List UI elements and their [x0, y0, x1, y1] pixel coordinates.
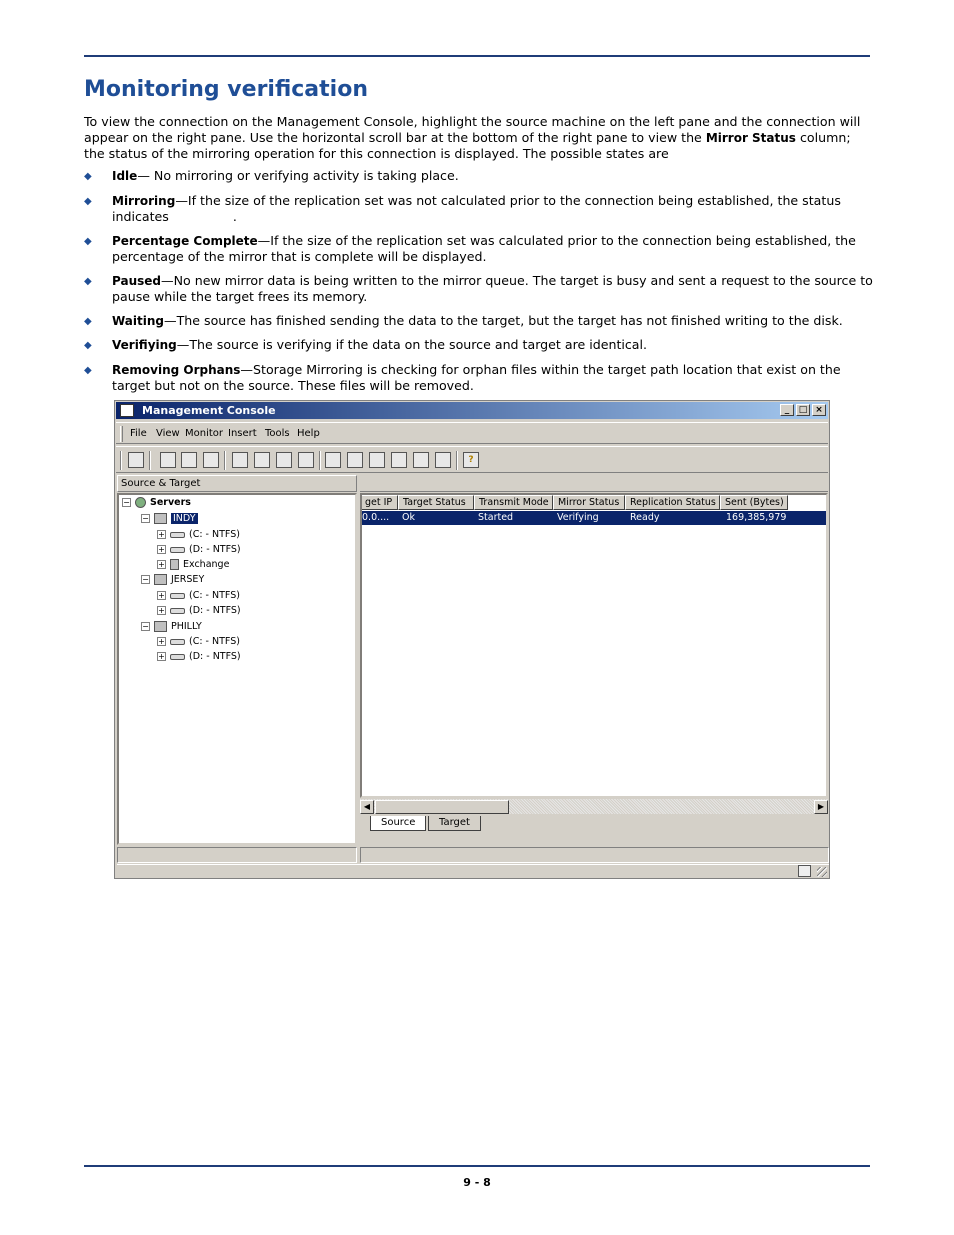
list-item — [84, 337, 874, 354]
state-term: Percentage Complete — [112, 233, 258, 248]
verify-icon[interactable] — [391, 452, 407, 468]
tree-item[interactable] — [157, 636, 240, 647]
close-button[interactable]: × — [812, 404, 826, 416]
insert-connection-icon[interactable] — [276, 452, 292, 468]
expand-icon[interactable]: + — [158, 606, 165, 615]
menu-bar — [116, 422, 828, 444]
tree-item-label: (C: - NTFS) — [189, 590, 240, 601]
diamond-bullet-icon: ◆ — [84, 235, 92, 247]
column-replication-status[interactable]: Replication Status — [625, 495, 720, 510]
cell-sent-bytes: 169,385,979 — [726, 512, 787, 523]
server-icon — [154, 574, 167, 585]
cell-transmit-mode: Started — [478, 512, 514, 523]
window-titlebar[interactable] — [116, 402, 828, 419]
server-label: JERSEY — [171, 574, 205, 585]
collapse-icon[interactable]: − — [123, 498, 130, 507]
server-icon — [154, 513, 167, 524]
resize-grip-icon[interactable] — [817, 867, 827, 877]
collapse-icon[interactable]: − — [142, 514, 149, 523]
cell-target-ip: 0.0.... — [362, 512, 390, 523]
diamond-bullet-icon: ◆ — [84, 195, 92, 207]
expand-icon[interactable]: + — [158, 591, 165, 600]
scroll-left-icon[interactable]: ◀ — [360, 800, 374, 814]
insert-server-icon[interactable] — [232, 452, 248, 468]
pane-tabs — [360, 815, 828, 833]
replication-icon[interactable] — [369, 452, 385, 468]
drive-icon — [170, 593, 185, 599]
table-row[interactable] — [362, 511, 828, 525]
tree-server-jersey[interactable] — [141, 574, 204, 585]
column-sent-bytes[interactable]: Sent (Bytes) — [720, 495, 788, 510]
intro-text-1: To view the connection on the Management Console, highlight the source machine on the left pane and the connection will appear on the right pane. Use the horizontal scroll bar at the bottom of the right pane to view the — [84, 114, 861, 145]
drive-icon — [170, 547, 185, 553]
tree-root[interactable] — [122, 497, 191, 508]
server-icon — [154, 621, 167, 632]
tree-item-label: (D: - NTFS) — [189, 605, 241, 616]
app-icon — [120, 404, 134, 417]
tree-item[interactable] — [157, 590, 240, 601]
state-term: Paused — [112, 273, 161, 288]
drive-icon — [170, 532, 185, 538]
tree-item-label: (D: - NTFS) — [189, 544, 241, 555]
tree-item-label: (C: - NTFS) — [189, 636, 240, 647]
tree-item-label: Exchange — [183, 559, 230, 570]
state-term: Removing Orphans — [112, 362, 241, 377]
maximize-button[interactable]: □ — [796, 404, 810, 416]
drive-icon — [170, 608, 185, 614]
properties-icon[interactable] — [298, 452, 314, 468]
menu-file[interactable]: File — [130, 428, 147, 439]
list-item — [84, 193, 874, 225]
expand-icon[interactable]: + — [158, 637, 165, 646]
mirror-start-icon[interactable] — [325, 452, 341, 468]
state-desc: — No mirroring or verifying activity is taking place. — [137, 168, 459, 183]
diamond-bullet-icon: ◆ — [84, 364, 92, 376]
state-desc: —The source is verifying if the data on the source and target are identical. — [176, 337, 648, 352]
toolbar-separator — [149, 451, 151, 470]
tab-source[interactable]: Source — [370, 816, 426, 831]
state-term: Waiting — [112, 313, 165, 328]
page-number: 9 - 8 — [463, 1176, 491, 1189]
list-item — [84, 273, 874, 305]
globe-icon — [135, 497, 146, 508]
menu-view[interactable]: View — [156, 428, 180, 439]
intro-text-2: column; the status of the mirroring operation for this connection is displayed. The possible states are — [84, 129, 851, 161]
menu-monitor[interactable]: Monitor — [185, 428, 224, 439]
restore-icon[interactable] — [413, 452, 429, 468]
horizontal-scrollbar[interactable] — [360, 798, 828, 814]
state-term: Idle — [112, 169, 138, 183]
toolbar-grip — [120, 451, 122, 470]
expand-icon[interactable]: + — [158, 545, 165, 554]
menu-grip-icon — [120, 426, 123, 442]
server-tree — [117, 493, 357, 845]
right-pane-header — [360, 475, 828, 492]
mirror-stop-icon[interactable] — [347, 452, 363, 468]
diamond-bullet-icon: ◆ — [84, 171, 92, 182]
help-icon[interactable]: ? — [463, 452, 479, 468]
tree-item[interactable] — [157, 651, 241, 662]
diamond-bullet-icon: ◆ — [84, 340, 92, 351]
tree-server-philly[interactable] — [141, 621, 202, 632]
cell-mirror-status: Verifying — [557, 512, 599, 523]
drive-icon — [170, 639, 185, 645]
state-desc: —The source has finished sending the data to the target, but the target has not finished writing to the disk. — [164, 312, 843, 328]
minimize-button[interactable]: _ — [780, 404, 794, 416]
tree-root-label: Servers — [150, 497, 191, 508]
state-term: Verifiying — [112, 338, 177, 352]
tree-item[interactable] — [157, 544, 241, 555]
left-pane — [117, 475, 359, 845]
column-mirror-status[interactable]: Mirror Status — [553, 495, 625, 510]
right-status-panel — [360, 847, 829, 863]
tree-item[interactable] — [157, 605, 241, 616]
footer-rule — [84, 1165, 870, 1167]
status-panels — [117, 847, 829, 864]
server-label: PHILLY — [171, 621, 202, 632]
collapse-icon[interactable]: − — [142, 575, 149, 584]
tree-item-label: (D: - NTFS) — [189, 651, 241, 662]
tree-item[interactable] — [157, 529, 240, 540]
state-desc: —If the size of the replication set was calculated prior to the connection being established, the percentage of the mirror that is complete will be displayed. — [112, 232, 856, 264]
failover-icon[interactable] — [435, 452, 451, 468]
insert-set-icon[interactable] — [254, 452, 270, 468]
connection-list — [360, 493, 828, 798]
header-rule — [84, 55, 870, 57]
menu-tools[interactable]: Tools — [265, 428, 290, 439]
intro-paragraph — [84, 114, 874, 162]
collapse-icon[interactable]: − — [142, 622, 149, 631]
diamond-bullet-icon: ◆ — [84, 275, 92, 287]
list-item — [84, 168, 874, 185]
exchange-icon — [170, 559, 179, 570]
right-pane — [360, 475, 829, 845]
tree-item[interactable] — [157, 559, 229, 570]
states-list — [84, 168, 874, 402]
cell-replication-status: Ready — [630, 512, 660, 523]
cell-target-status: Ok — [402, 512, 415, 523]
new-file-icon[interactable] — [160, 452, 176, 468]
connect-icon[interactable] — [128, 452, 144, 468]
network-status-icon — [798, 865, 811, 877]
state-term: Mirroring — [112, 193, 176, 208]
expand-icon[interactable]: + — [158, 560, 165, 569]
column-transmit-mode[interactable]: Transmit Mode — [474, 495, 553, 510]
drive-icon — [170, 654, 185, 660]
status-bar — [117, 864, 829, 878]
intro-bold-term: Mirror Status — [705, 130, 796, 145]
state-desc: —Storage Mirroring is checking for orphan files within the target path location that exist on the target but not on the source. These files will be removed. — [112, 361, 841, 393]
column-target-status[interactable]: Target Status — [398, 495, 474, 510]
state-desc: —No new mirror data is being written to the mirror queue. The target is busy and sent a request to the source to pause while the target frees its memory. — [112, 272, 873, 304]
page-title: Monitoring verification — [84, 77, 368, 102]
diamond-bullet-icon: ◆ — [84, 315, 92, 327]
open-folder-icon[interactable] — [181, 452, 197, 468]
column-target-ip[interactable]: get IP — [360, 495, 398, 510]
list-item — [84, 362, 874, 394]
save-icon[interactable] — [203, 452, 219, 468]
left-status-panel — [117, 847, 357, 863]
tab-target[interactable]: Target — [428, 816, 481, 831]
toolbar-separator — [224, 451, 226, 470]
state-desc: —If the size of the replication set was not calculated prior to the connection being established, the status indicates . — [112, 192, 845, 224]
expand-icon[interactable]: + — [158, 530, 165, 539]
toolbar — [116, 446, 828, 473]
source-target-header: Source & Target — [117, 475, 357, 492]
tree-item-label: (C: - NTFS) — [189, 529, 240, 540]
tree-server-indy[interactable] — [141, 513, 198, 524]
menu-help[interactable]: Help — [297, 428, 320, 439]
list-item — [84, 313, 874, 330]
server-label: INDY — [173, 513, 196, 524]
window-title: Management Console — [142, 404, 276, 417]
menu-insert[interactable]: Insert — [228, 428, 257, 439]
scroll-thumb[interactable] — [375, 800, 509, 814]
toolbar-separator — [319, 451, 321, 470]
scroll-right-icon[interactable]: ▶ — [814, 800, 828, 814]
management-console-window — [114, 400, 830, 879]
expand-icon[interactable]: + — [158, 652, 165, 661]
list-item — [84, 233, 874, 265]
toolbar-separator — [456, 451, 458, 470]
